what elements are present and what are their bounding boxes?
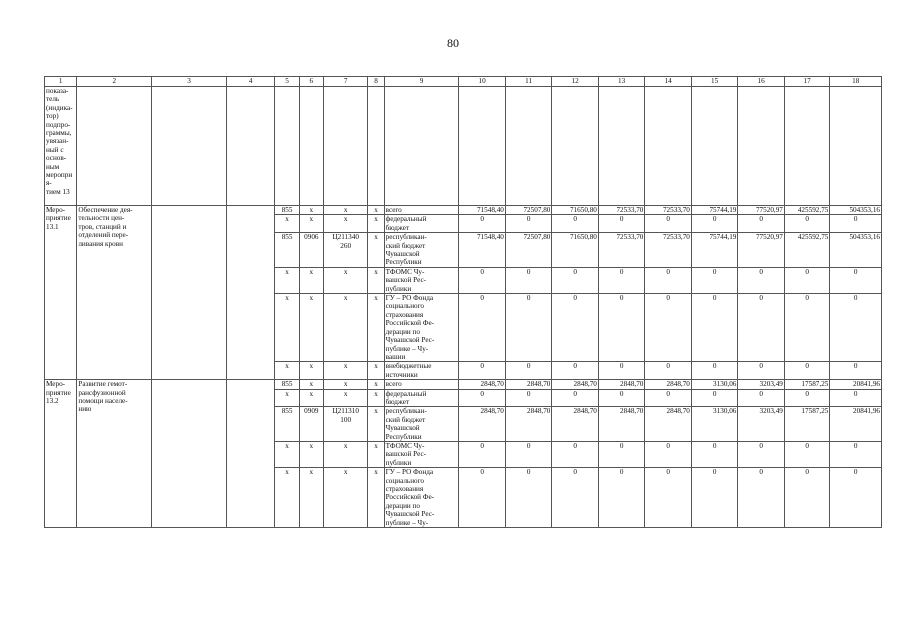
amount-cell: 71548,40: [459, 206, 506, 215]
amount-cell: 71650,80: [552, 206, 599, 215]
amount-cell: 0: [598, 267, 645, 293]
amount-cell: 0: [738, 267, 785, 293]
amount-cell: 0: [691, 389, 738, 407]
funding-source: внебюджетные источники: [384, 362, 459, 380]
expense-type-code: х: [368, 362, 384, 380]
amount-cell: 72507,80: [505, 206, 552, 215]
column-number-cell: 8: [368, 77, 384, 87]
column-number-cell: 11: [505, 77, 552, 87]
column-number-cell: 15: [691, 77, 738, 87]
amount-cell: 0: [459, 294, 506, 362]
grbs-code: х: [275, 215, 299, 233]
amount-cell: 0: [691, 362, 738, 380]
amount-cell: 2848,70: [459, 380, 506, 389]
amount-cell: 3203,49: [738, 380, 785, 389]
column-number-cell: 7: [323, 77, 367, 87]
activity-label: Меро- приятие 13.2: [45, 380, 77, 528]
column-number-row: [45, 77, 882, 87]
amount-cell: 425592,75: [784, 233, 829, 268]
amount-cell: 0: [784, 267, 829, 293]
amount-cell: 0: [830, 294, 882, 362]
amount-cell: 75744,19: [691, 233, 738, 268]
amount-cell: 0: [691, 267, 738, 293]
column-number-cell: 14: [645, 77, 692, 87]
amount-cell: 0: [645, 294, 692, 362]
column-number-cell: 1: [45, 77, 77, 87]
amount-cell: 2848,70: [645, 380, 692, 389]
expense-type-code: х: [368, 441, 384, 467]
amount-cell: 0: [552, 267, 599, 293]
amount-cell: 0: [552, 362, 599, 380]
target-article-code: х: [323, 362, 367, 380]
column-number-cell: 4: [226, 77, 275, 87]
amount-cell: 0: [784, 215, 829, 233]
amount-cell: 0: [505, 468, 552, 528]
amount-cell: 3203,49: [738, 407, 785, 442]
expense-type-code: х: [368, 389, 384, 407]
grbs-code: х: [275, 362, 299, 380]
grbs-code: 855: [275, 380, 299, 389]
expense-type-code: х: [368, 267, 384, 293]
table-row: [45, 206, 882, 215]
funding-source: ТФОМС Чу- вашской Рес- публики: [384, 441, 459, 467]
amount-cell: 0: [738, 441, 785, 467]
grbs-code: х: [275, 294, 299, 362]
expense-type-code: х: [368, 215, 384, 233]
funding-source: ТФОМС Чу- вашской Рес- публики: [384, 267, 459, 293]
section-code: х: [299, 389, 323, 407]
amount-cell: 20841,96: [830, 380, 882, 389]
section-code: х: [299, 380, 323, 389]
amount-cell: 0: [645, 441, 692, 467]
page-number: 80: [447, 36, 459, 50]
indicator-label: показа- тель (индика- тор) подпро- граммы, увязан- ный с основ- ным мероприя- тием 13: [45, 87, 77, 206]
column-number-cell: 12: [552, 77, 599, 87]
section-code: х: [299, 267, 323, 293]
amount-cell: 0: [784, 468, 829, 528]
indicator-row: [45, 87, 882, 206]
amount-cell: 2848,70: [645, 407, 692, 442]
section-code: х: [299, 206, 323, 215]
section-code: 0909: [299, 407, 323, 442]
amount-cell: 3130,06: [691, 380, 738, 389]
amount-cell: 0: [459, 468, 506, 528]
grbs-code: 855: [275, 233, 299, 268]
amount-cell: 72533,70: [598, 206, 645, 215]
funding-source: республикан- ский бюджет Чувашской Республики: [384, 233, 459, 268]
target-article-code: х: [323, 380, 367, 389]
amount-cell: 0: [645, 468, 692, 528]
amount-cell: 0: [784, 441, 829, 467]
amount-cell: 72533,70: [645, 233, 692, 268]
amount-cell: 0: [552, 389, 599, 407]
amount-cell: 0: [738, 215, 785, 233]
funding-source: ГУ – РО Фонда социального страхования Российской Фе- дерации по Чувашской Рес- публике – Чу-: [384, 468, 459, 528]
expense-type-code: х: [368, 407, 384, 442]
amount-cell: 0: [598, 441, 645, 467]
column-number-cell: 3: [152, 77, 227, 87]
amount-cell: 0: [598, 362, 645, 380]
amount-cell: 20841,96: [830, 407, 882, 442]
amount-cell: 0: [784, 362, 829, 380]
amount-cell: 0: [505, 267, 552, 293]
amount-cell: 72533,70: [645, 206, 692, 215]
empty-cell: [152, 380, 227, 528]
amount-cell: 0: [738, 294, 785, 362]
column-number-cell: 17: [784, 77, 829, 87]
amount-cell: 0: [459, 389, 506, 407]
amount-cell: 72507,80: [505, 233, 552, 268]
amount-cell: 0: [598, 389, 645, 407]
amount-cell: 0: [691, 441, 738, 467]
amount-cell: 77520,97: [738, 206, 785, 215]
table-row: [45, 380, 882, 389]
amount-cell: 71650,80: [552, 233, 599, 268]
amount-cell: 2848,70: [505, 407, 552, 442]
funding-source: всего: [384, 380, 459, 389]
amount-cell: 71548,40: [459, 233, 506, 268]
grbs-code: х: [275, 267, 299, 293]
column-number-cell: 6: [299, 77, 323, 87]
section-code: х: [299, 215, 323, 233]
amount-cell: 0: [505, 389, 552, 407]
grbs-code: х: [275, 468, 299, 528]
amount-cell: 0: [505, 294, 552, 362]
amount-cell: 0: [598, 294, 645, 362]
funding-source: федеральный бюджет: [384, 389, 459, 407]
activity-name: Развитие гемот- рансфузионной помощи населе- нию: [77, 380, 152, 528]
empty-cell: [226, 380, 275, 528]
amount-cell: 0: [552, 468, 599, 528]
funding-source: ГУ – РО Фонда социального страхования Российской Фе- дерации по Чувашской Рес- публике – Чу- вашии: [384, 294, 459, 362]
column-number-cell: 9: [384, 77, 459, 87]
target-article-code: Ц211310 100: [323, 407, 367, 442]
amount-cell: 2848,70: [598, 380, 645, 389]
section-code: 0906: [299, 233, 323, 268]
amount-cell: 0: [552, 215, 599, 233]
target-article-code: х: [323, 206, 367, 215]
activity-name: Обеспечение дея- тельности цен- тров, станций и отделений пере- ливания крови: [77, 206, 152, 380]
grbs-code: х: [275, 389, 299, 407]
amount-cell: 3130,06: [691, 407, 738, 442]
amount-cell: 0: [598, 215, 645, 233]
amount-cell: 0: [784, 294, 829, 362]
amount-cell: 0: [645, 267, 692, 293]
funding-source: федеральный бюджет: [384, 215, 459, 233]
amount-cell: 0: [830, 441, 882, 467]
target-article-code: х: [323, 468, 367, 528]
amount-cell: 0: [691, 215, 738, 233]
expense-type-code: х: [368, 294, 384, 362]
budget-table-body: [45, 77, 882, 528]
amount-cell: 0: [738, 468, 785, 528]
section-code: х: [299, 294, 323, 362]
amount-cell: 0: [459, 267, 506, 293]
amount-cell: 0: [691, 294, 738, 362]
amount-cell: 17587,25: [784, 380, 829, 389]
funding-source: республикан- ский бюджет Чувашской Республики: [384, 407, 459, 442]
grbs-code: 855: [275, 407, 299, 442]
amount-cell: 504353,16: [830, 206, 882, 215]
expense-type-code: х: [368, 206, 384, 215]
amount-cell: 2848,70: [598, 407, 645, 442]
amount-cell: 77520,97: [738, 233, 785, 268]
expense-type-code: х: [368, 233, 384, 268]
amount-cell: 0: [830, 362, 882, 380]
column-number-cell: 16: [738, 77, 785, 87]
amount-cell: 425592,75: [784, 206, 829, 215]
empty-cell: [226, 206, 275, 380]
column-number-cell: 13: [598, 77, 645, 87]
amount-cell: 0: [645, 362, 692, 380]
amount-cell: 0: [738, 389, 785, 407]
target-article-code: х: [323, 441, 367, 467]
amount-cell: 0: [830, 215, 882, 233]
amount-cell: 2848,70: [552, 407, 599, 442]
amount-cell: 0: [459, 441, 506, 467]
amount-cell: 0: [505, 215, 552, 233]
amount-cell: 2848,70: [459, 407, 506, 442]
amount-cell: 0: [830, 267, 882, 293]
column-number-cell: 2: [77, 77, 152, 87]
budget-table: [44, 76, 882, 528]
amount-cell: 0: [784, 389, 829, 407]
target-article-code: х: [323, 389, 367, 407]
target-article-code: Ц211340 260: [323, 233, 367, 268]
column-number-cell: 10: [459, 77, 506, 87]
amount-cell: 0: [738, 362, 785, 380]
amount-cell: 0: [598, 468, 645, 528]
amount-cell: 0: [505, 362, 552, 380]
amount-cell: 2848,70: [552, 380, 599, 389]
amount-cell: 0: [830, 468, 882, 528]
activity-label: Меро- приятие 13.1: [45, 206, 77, 380]
funding-source: всего: [384, 206, 459, 215]
amount-cell: 0: [459, 215, 506, 233]
section-code: х: [299, 441, 323, 467]
grbs-code: 855: [275, 206, 299, 215]
amount-cell: 504353,16: [830, 233, 882, 268]
expense-type-code: х: [368, 468, 384, 528]
target-article-code: х: [323, 267, 367, 293]
amount-cell: 75744,19: [691, 206, 738, 215]
expense-type-code: х: [368, 380, 384, 389]
grbs-code: х: [275, 441, 299, 467]
section-code: х: [299, 362, 323, 380]
target-article-code: х: [323, 294, 367, 362]
section-code: х: [299, 468, 323, 528]
amount-cell: 0: [645, 389, 692, 407]
column-number-cell: 18: [830, 77, 882, 87]
amount-cell: 0: [459, 362, 506, 380]
amount-cell: 2848,70: [505, 380, 552, 389]
amount-cell: 0: [552, 294, 599, 362]
target-article-code: х: [323, 215, 367, 233]
empty-cell: [152, 206, 227, 380]
amount-cell: 17587,25: [784, 407, 829, 442]
amount-cell: 72533,70: [598, 233, 645, 268]
amount-cell: 0: [645, 215, 692, 233]
amount-cell: 0: [505, 441, 552, 467]
amount-cell: 0: [691, 468, 738, 528]
column-number-cell: 5: [275, 77, 299, 87]
amount-cell: 0: [830, 389, 882, 407]
amount-cell: 0: [552, 441, 599, 467]
